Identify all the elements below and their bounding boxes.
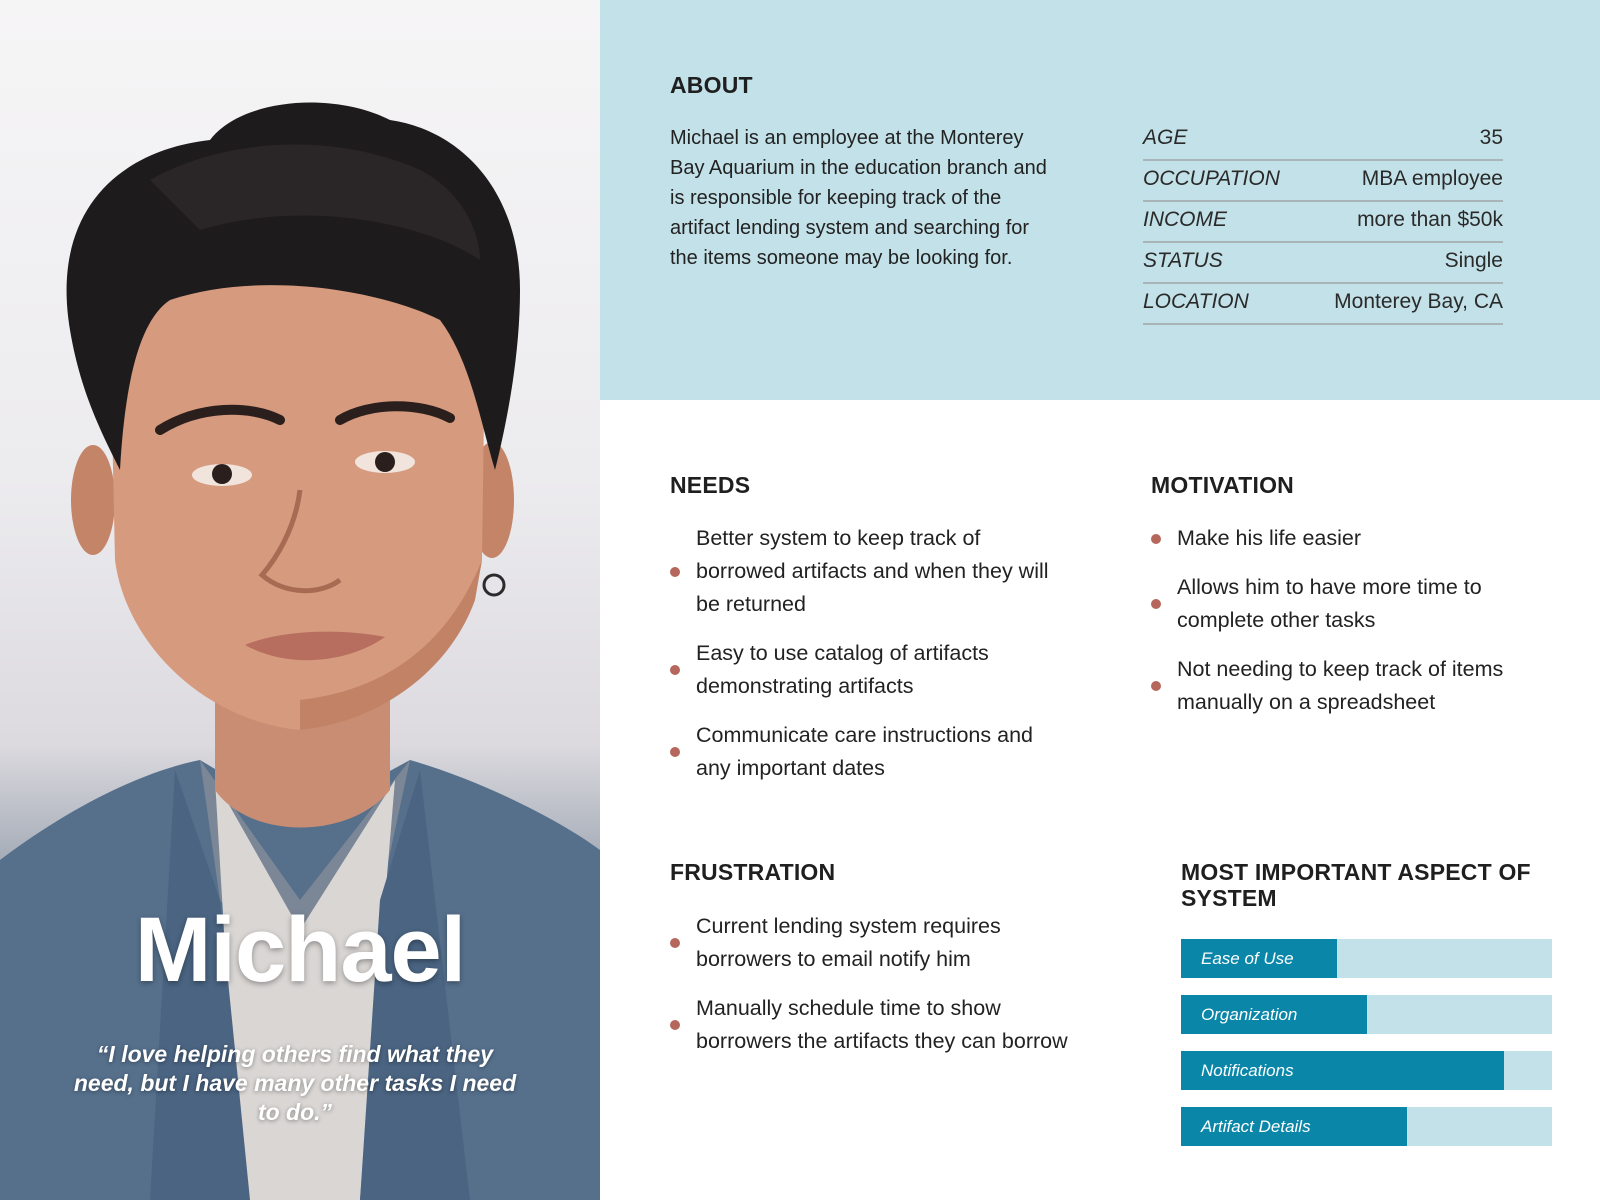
- list-item-text: Communicate care instructions and any important dates: [696, 723, 1033, 780]
- bullet-dot-icon: [1151, 534, 1161, 544]
- about-text: Michael is an employee at the Monterey Bay Aquarium in the education branch and is responsible for keeping track of the artifact lending system and searching for the items someone may be looking for.: [670, 127, 1047, 269]
- stat-label: AGE: [1143, 126, 1188, 149]
- persona-quote: “I love helping others find what they need, but I have many other tasks I need to do.”: [73, 1041, 517, 1125]
- motivation-list: [1151, 522, 1546, 735]
- stat-value: more than $50k: [1357, 208, 1503, 231]
- list-item: [1151, 571, 1546, 637]
- stat-row-location: [1143, 286, 1503, 325]
- list-item: [670, 637, 1060, 703]
- persona-portrait-illustration: [0, 0, 600, 1200]
- aspect-bar: [1181, 1051, 1552, 1090]
- stat-label: OCCUPATION: [1143, 167, 1280, 190]
- list-item-text: Current lending system requires borrowers to email notify him: [696, 914, 1001, 971]
- stat-label: STATUS: [1143, 249, 1223, 272]
- stat-value: Single: [1444, 249, 1503, 272]
- aspect-bar: [1181, 939, 1552, 978]
- stat-value: 35: [1479, 126, 1503, 149]
- needs-heading: NEEDS: [670, 472, 751, 498]
- aspect-bar-label: Notifications: [1201, 1061, 1294, 1080]
- needs-list: [670, 522, 1060, 801]
- frustration-list: [670, 910, 1075, 1074]
- aspects-bars: [1181, 939, 1552, 1163]
- list-item-text: Manually schedule time to show borrowers the artifacts they can borrow: [696, 996, 1068, 1053]
- list-item-text: Make his life easier: [1177, 526, 1362, 550]
- list-item: [1151, 522, 1546, 555]
- list-item: [670, 719, 1060, 785]
- list-item-text: Allows him to have more time to complete other tasks: [1177, 575, 1482, 632]
- bullet-dot-icon: [670, 1020, 680, 1030]
- aspect-bar-label: Organization: [1201, 1005, 1298, 1024]
- aspect-bar-label: Ease of Use: [1201, 949, 1294, 968]
- stat-label: LOCATION: [1143, 290, 1249, 313]
- bullet-dot-icon: [670, 567, 680, 577]
- stat-value: MBA employee: [1361, 167, 1503, 190]
- persona-photo: [0, 0, 600, 1200]
- stat-row-occupation: [1143, 163, 1503, 202]
- stat-row-income: [1143, 204, 1503, 243]
- stat-value: Monterey Bay, CA: [1334, 290, 1503, 313]
- stat-row-status: [1143, 245, 1503, 284]
- persona-name: Michael: [134, 899, 466, 1001]
- aspect-bar: [1181, 995, 1552, 1034]
- about-heading: ABOUT: [670, 72, 753, 98]
- frustration-heading: FRUSTRATION: [670, 859, 836, 885]
- bullet-dot-icon: [1151, 599, 1161, 609]
- stat-label: INCOME: [1143, 208, 1227, 231]
- list-item: [670, 522, 1060, 621]
- list-item: [670, 910, 1075, 976]
- list-item-text: Not needing to keep track of items manually on a spreadsheet: [1177, 657, 1504, 714]
- bullet-dot-icon: [670, 747, 680, 757]
- list-item-text: Better system to keep track of borrowed artifacts and when they will be returned: [696, 526, 1049, 616]
- stat-row-age: [1143, 122, 1503, 161]
- list-item: [670, 992, 1075, 1058]
- aspect-bar-label: Artifact Details: [1201, 1117, 1311, 1136]
- list-item: [1151, 653, 1546, 719]
- bullet-dot-icon: [670, 665, 680, 675]
- aspect-bar: [1181, 1107, 1552, 1146]
- list-item-text: Easy to use catalog of artifacts demonstrating artifacts: [696, 641, 989, 698]
- stats-table: [1143, 122, 1503, 327]
- motivation-heading: MOTIVATION: [1151, 472, 1294, 498]
- bullet-dot-icon: [670, 938, 680, 948]
- aspects-heading: MOST IMPORTANT ASPECT OF SYSTEM: [1181, 859, 1531, 911]
- bullet-dot-icon: [1151, 681, 1161, 691]
